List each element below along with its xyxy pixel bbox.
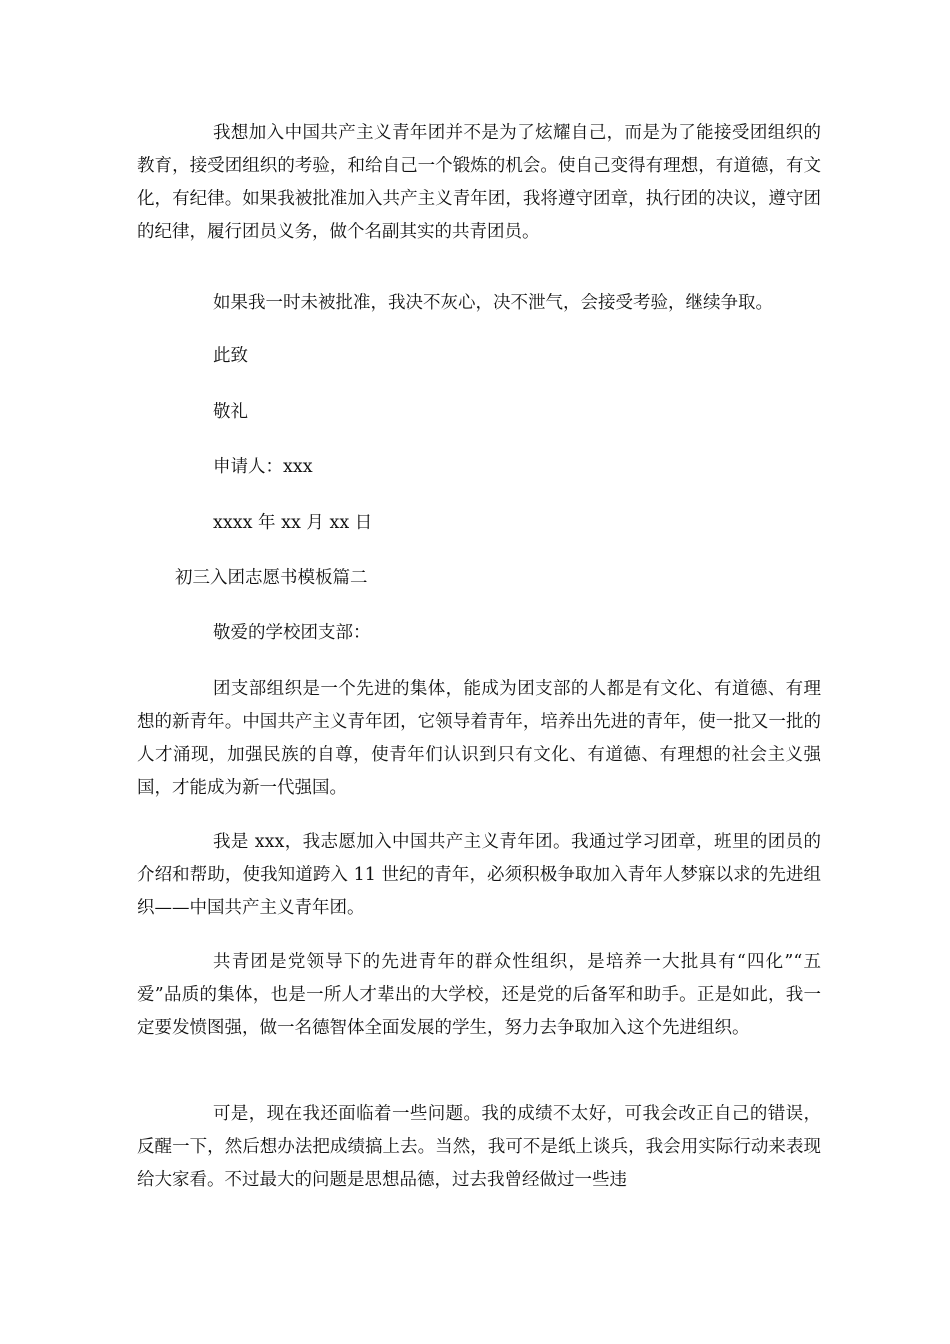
section-heading: 初三入团志愿书模板篇二 [175, 568, 368, 588]
applicant-signature: 申请人：xxx [213, 457, 313, 477]
paragraph-problems: 可是，现在我还面临着一些问题。我的成绩不太好，可我会改正自己的错误，反醒一下，然后想办法把成绩搞上去。当然，我可不是纸上谈兵，我会用实际行动来表现给大家看。不过最大的问题是思想品德，过去我曾经做过一些违 [137, 1104, 821, 1190]
application-date: xxxx 年 xx 月 xx 日 [213, 513, 373, 533]
paragraph-if-not-approved: 如果我一时未被批准，我决不灰心，决不泄气，会接受考验，继续争取。 [213, 293, 773, 313]
paragraph-league-description: 共青团是党领导下的先进青年的群众性组织，是培养一大批具有“四化”“五爱”品质的集体，也是一所人才辈出的大学校，还是党的后备军和助手。正是如此，我一定要发愤图强，做一名德智体全面发展的学生，努力去争取加入这个先进组织。 [137, 952, 821, 1038]
closing-respect: 敬礼 [213, 402, 248, 422]
paragraph-commitment: 我想加入中国共产主义青年团并不是为了炫耀自己，而是为了能接受团组织的教育，接受团组织的考验，和给自己一个锻炼的机会。使自己变得有理想，有道德，有文化，有纪律。如果我被批准加入共产主义青年团，我将遵守团章，执行团的决议，遵守团的纪律，履行团员义务，做个名副其实的共青团员。 [137, 123, 821, 242]
paragraph-volunteer: 我是 xxx，我志愿加入中国共产主义青年团。我通过学习团章，班里的团员的介绍和帮助，使我知道跨入 11 世纪的青年，必须积极争取加入青年人梦寐以求的先进组织——中国共产主义青年团。 [137, 832, 821, 918]
closing-salutation: 此致 [213, 346, 248, 366]
letter-greeting: 敬爱的学校团支部： [213, 623, 371, 643]
paragraph-introduction: 团支部组织是一个先进的集体，能成为团支部的人都是有文化、有道德、有理想的新青年。中国共产主义青年团，它领导着青年，培养出先进的青年，使一批又一批的人才涌现，加强民族的自尊，使青年们认识到只有文化、有道德、有理想的社会主义强国，才能成为新一代强国。 [137, 679, 821, 798]
